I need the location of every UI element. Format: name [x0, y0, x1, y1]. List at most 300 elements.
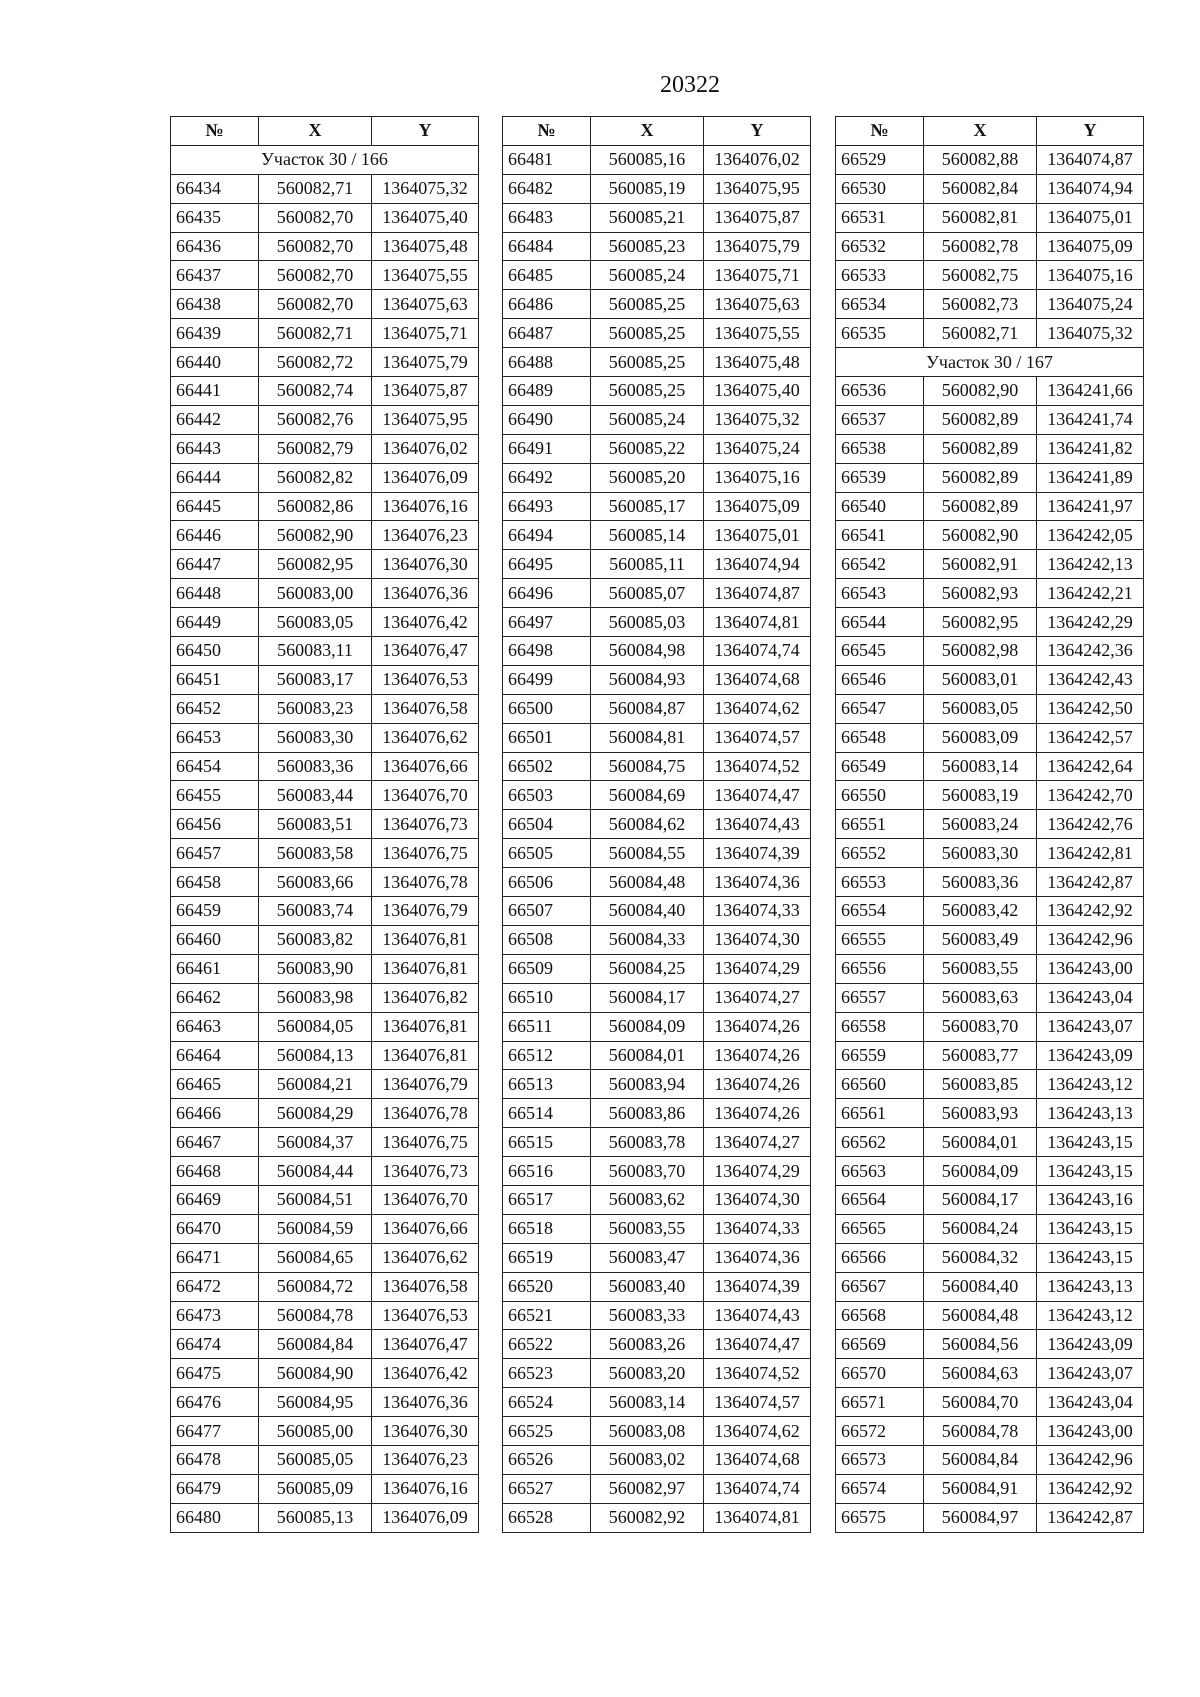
column-header-x: X: [591, 117, 704, 146]
point-number-cell: 66518: [503, 1214, 591, 1243]
table-row: [171, 983, 479, 1012]
y-coordinate-cell: 1364076,66: [372, 752, 479, 781]
y-coordinate-cell: 1364241,66: [1037, 377, 1144, 406]
x-coordinate-cell: 560084,81: [591, 723, 704, 752]
point-number-cell: 66570: [836, 1359, 924, 1388]
table-row: [171, 781, 479, 810]
y-coordinate-cell: 1364074,36: [704, 1243, 811, 1272]
point-number-cell: 66442: [171, 405, 259, 434]
x-coordinate-cell: 560082,89: [924, 492, 1037, 521]
point-number-cell: 66567: [836, 1272, 924, 1301]
point-number-cell: 66492: [503, 463, 591, 492]
y-coordinate-cell: 1364241,97: [1037, 492, 1144, 521]
point-number-cell: 66464: [171, 1041, 259, 1070]
y-coordinate-cell: 1364074,94: [704, 550, 811, 579]
point-number-cell: 66548: [836, 723, 924, 752]
y-coordinate-cell: 1364076,81: [372, 1041, 479, 1070]
table-row: [503, 810, 811, 839]
table-row: [503, 1214, 811, 1243]
point-number-cell: 66572: [836, 1417, 924, 1446]
point-number-cell: 66485: [503, 261, 591, 290]
point-number-cell: 66538: [836, 434, 924, 463]
point-number-cell: 66487: [503, 319, 591, 348]
y-coordinate-cell: 1364074,26: [704, 1070, 811, 1099]
table-row: [836, 1214, 1144, 1243]
y-coordinate-cell: 1364243,15: [1037, 1157, 1144, 1186]
point-number-cell: 66472: [171, 1272, 259, 1301]
point-number-cell: 66499: [503, 665, 591, 694]
y-coordinate-cell: 1364075,79: [704, 232, 811, 261]
table-row: [503, 1012, 811, 1041]
table-row: [171, 1243, 479, 1272]
x-coordinate-cell: 560084,90: [259, 1359, 372, 1388]
x-coordinate-cell: 560084,01: [591, 1041, 704, 1070]
table-row: [836, 521, 1144, 550]
point-number-cell: 66528: [503, 1503, 591, 1532]
y-coordinate-cell: 1364074,81: [704, 608, 811, 637]
x-coordinate-cell: 560083,90: [259, 954, 372, 983]
table-row: [836, 377, 1144, 406]
x-coordinate-cell: 560082,82: [259, 463, 372, 492]
x-coordinate-cell: 560083,47: [591, 1243, 704, 1272]
table-row: [171, 492, 479, 521]
x-coordinate-cell: 560084,78: [924, 1417, 1037, 1446]
table-row: [171, 810, 479, 839]
y-coordinate-cell: 1364243,15: [1037, 1243, 1144, 1272]
x-coordinate-cell: 560082,72: [259, 348, 372, 377]
point-number-cell: 66457: [171, 839, 259, 868]
y-coordinate-cell: 1364074,47: [704, 781, 811, 810]
table-row: [503, 405, 811, 434]
y-coordinate-cell: 1364074,47: [704, 1330, 811, 1359]
x-coordinate-cell: 560085,17: [591, 492, 704, 521]
table-row: [171, 1012, 479, 1041]
y-coordinate-cell: 1364074,33: [704, 1214, 811, 1243]
x-coordinate-cell: 560083,05: [924, 694, 1037, 723]
point-number-cell: 66496: [503, 579, 591, 608]
table-row: [171, 1214, 479, 1243]
point-number-cell: 66559: [836, 1041, 924, 1070]
x-coordinate-cell: 560082,89: [924, 463, 1037, 492]
point-number-cell: 66491: [503, 434, 591, 463]
point-number-cell: 66455: [171, 781, 259, 810]
point-number-cell: 66494: [503, 521, 591, 550]
x-coordinate-cell: 560085,21: [591, 203, 704, 232]
x-coordinate-cell: 560083,55: [591, 1214, 704, 1243]
x-coordinate-cell: 560083,00: [259, 579, 372, 608]
y-coordinate-cell: 1364074,39: [704, 839, 811, 868]
x-coordinate-cell: 560082,70: [259, 203, 372, 232]
table-row: [503, 1330, 811, 1359]
y-coordinate-cell: 1364242,96: [1037, 925, 1144, 954]
y-coordinate-cell: 1364076,75: [372, 1128, 479, 1157]
point-number-cell: 66534: [836, 290, 924, 319]
table-row: [503, 377, 811, 406]
y-coordinate-cell: 1364242,87: [1037, 1503, 1144, 1532]
y-coordinate-cell: 1364241,89: [1037, 463, 1144, 492]
point-number-cell: 66535: [836, 319, 924, 348]
x-coordinate-cell: 560084,17: [591, 983, 704, 1012]
table-row: [171, 637, 479, 666]
table-row: [503, 1041, 811, 1070]
table-row: [171, 1041, 479, 1070]
x-coordinate-cell: 560084,69: [591, 781, 704, 810]
point-number-cell: 66563: [836, 1157, 924, 1186]
table-row: [171, 377, 479, 406]
table-row: [836, 203, 1144, 232]
x-coordinate-cell: 560085,20: [591, 463, 704, 492]
y-coordinate-cell: 1364074,52: [704, 752, 811, 781]
table-row: [503, 1128, 811, 1157]
point-number-cell: 66522: [503, 1330, 591, 1359]
y-coordinate-cell: 1364075,16: [704, 463, 811, 492]
table-row: [503, 261, 811, 290]
point-number-cell: 66502: [503, 752, 591, 781]
y-coordinate-cell: 1364074,68: [704, 665, 811, 694]
y-coordinate-cell: 1364243,07: [1037, 1012, 1144, 1041]
y-coordinate-cell: 1364074,68: [704, 1445, 811, 1474]
y-coordinate-cell: 1364076,62: [372, 1243, 479, 1272]
table-row: [836, 1474, 1144, 1503]
y-coordinate-cell: 1364076,42: [372, 608, 479, 637]
y-coordinate-cell: 1364243,09: [1037, 1330, 1144, 1359]
x-coordinate-cell: 560082,98: [924, 637, 1037, 666]
y-coordinate-cell: 1364074,36: [704, 868, 811, 897]
point-number-cell: 66529: [836, 145, 924, 174]
section-title: Участок 30 / 167: [836, 348, 1144, 377]
x-coordinate-cell: 560083,08: [591, 1417, 704, 1446]
table-row: [836, 232, 1144, 261]
y-coordinate-cell: 1364243,13: [1037, 1099, 1144, 1128]
x-coordinate-cell: 560083,02: [591, 1445, 704, 1474]
table-row: [836, 752, 1144, 781]
point-number-cell: 66515: [503, 1128, 591, 1157]
y-coordinate-cell: 1364075,09: [704, 492, 811, 521]
y-coordinate-cell: 1364076,58: [372, 694, 479, 723]
y-coordinate-cell: 1364074,26: [704, 1012, 811, 1041]
point-number-cell: 66521: [503, 1301, 591, 1330]
table-row: [836, 319, 1144, 348]
x-coordinate-cell: 560082,76: [259, 405, 372, 434]
table-row: [171, 1417, 479, 1446]
point-number-cell: 66547: [836, 694, 924, 723]
point-number-cell: 66510: [503, 983, 591, 1012]
point-number-cell: 66474: [171, 1330, 259, 1359]
x-coordinate-cell: 560084,48: [924, 1301, 1037, 1330]
y-coordinate-cell: 1364076,79: [372, 1070, 479, 1099]
table-row: [836, 925, 1144, 954]
x-coordinate-cell: 560082,70: [259, 290, 372, 319]
point-number-cell: 66523: [503, 1359, 591, 1388]
x-coordinate-cell: 560084,29: [259, 1099, 372, 1128]
table-row: [503, 954, 811, 983]
y-coordinate-cell: 1364076,62: [372, 723, 479, 752]
point-number-cell: 66490: [503, 405, 591, 434]
point-number-cell: 66463: [171, 1012, 259, 1041]
x-coordinate-cell: 560082,90: [259, 521, 372, 550]
x-coordinate-cell: 560085,00: [259, 1417, 372, 1446]
point-number-cell: 66445: [171, 492, 259, 521]
y-coordinate-cell: 1364075,32: [372, 174, 479, 203]
point-number-cell: 66541: [836, 521, 924, 550]
point-number-cell: 66448: [171, 579, 259, 608]
x-coordinate-cell: 560082,75: [924, 261, 1037, 290]
table-row: [503, 290, 811, 319]
table-row: [836, 1417, 1144, 1446]
x-coordinate-cell: 560085,23: [591, 232, 704, 261]
table-row: [171, 290, 479, 319]
table-row: [171, 434, 479, 463]
y-coordinate-cell: 1364075,87: [372, 377, 479, 406]
y-coordinate-cell: 1364076,16: [372, 492, 479, 521]
table-row: [503, 694, 811, 723]
point-number-cell: 66465: [171, 1070, 259, 1099]
y-coordinate-cell: 1364074,87: [1037, 145, 1144, 174]
table-row: [836, 665, 1144, 694]
point-number-cell: 66441: [171, 377, 259, 406]
point-number-cell: 66440: [171, 348, 259, 377]
table-row: [836, 174, 1144, 203]
y-coordinate-cell: 1364243,04: [1037, 983, 1144, 1012]
y-coordinate-cell: 1364076,70: [372, 1185, 479, 1214]
x-coordinate-cell: 560082,70: [259, 232, 372, 261]
point-number-cell: 66526: [503, 1445, 591, 1474]
point-number-cell: 66481: [503, 145, 591, 174]
x-coordinate-cell: 560084,09: [591, 1012, 704, 1041]
table-row: [836, 1157, 1144, 1186]
x-coordinate-cell: 560083,14: [924, 752, 1037, 781]
table-row: [836, 290, 1144, 319]
table-row: [836, 1185, 1144, 1214]
x-coordinate-cell: 560083,77: [924, 1041, 1037, 1070]
point-number-cell: 66540: [836, 492, 924, 521]
y-coordinate-cell: 1364076,16: [372, 1474, 479, 1503]
x-coordinate-cell: 560083,17: [259, 665, 372, 694]
y-coordinate-cell: 1364242,70: [1037, 781, 1144, 810]
y-coordinate-cell: 1364074,39: [704, 1272, 811, 1301]
point-number-cell: 66478: [171, 1445, 259, 1474]
point-number-cell: 66477: [171, 1417, 259, 1446]
table-row: [503, 145, 811, 174]
point-number-cell: 66439: [171, 319, 259, 348]
table-row: [503, 1272, 811, 1301]
y-coordinate-cell: 1364075,95: [372, 405, 479, 434]
table-row: [836, 1128, 1144, 1157]
point-number-cell: 66436: [171, 232, 259, 261]
table-row: [171, 521, 479, 550]
table-row: [171, 550, 479, 579]
x-coordinate-cell: 560084,55: [591, 839, 704, 868]
point-number-cell: 66545: [836, 637, 924, 666]
x-coordinate-cell: 560082,95: [924, 608, 1037, 637]
table-row: [503, 752, 811, 781]
y-coordinate-cell: 1364075,32: [704, 405, 811, 434]
table-row: [171, 752, 479, 781]
x-coordinate-cell: 560083,01: [924, 665, 1037, 694]
table-row: [503, 1474, 811, 1503]
x-coordinate-cell: 560084,56: [924, 1330, 1037, 1359]
y-coordinate-cell: 1364076,78: [372, 1099, 479, 1128]
x-coordinate-cell: 560085,24: [591, 405, 704, 434]
point-number-cell: 66479: [171, 1474, 259, 1503]
table-row: [171, 1503, 479, 1532]
y-coordinate-cell: 1364076,02: [372, 434, 479, 463]
point-number-cell: 66558: [836, 1012, 924, 1041]
x-coordinate-cell: 560085,07: [591, 579, 704, 608]
point-number-cell: 66451: [171, 665, 259, 694]
point-number-cell: 66531: [836, 203, 924, 232]
point-number-cell: 66546: [836, 665, 924, 694]
y-coordinate-cell: 1364074,57: [704, 1388, 811, 1417]
y-coordinate-cell: 1364242,05: [1037, 521, 1144, 550]
x-coordinate-cell: 560085,13: [259, 1503, 372, 1532]
point-number-cell: 66470: [171, 1214, 259, 1243]
table-row: [503, 608, 811, 637]
table-row: [836, 1041, 1144, 1070]
x-coordinate-cell: 560082,71: [259, 319, 372, 348]
column-header-number: №: [503, 117, 591, 146]
point-number-cell: 66476: [171, 1388, 259, 1417]
y-coordinate-cell: 1364075,87: [704, 203, 811, 232]
y-coordinate-cell: 1364074,33: [704, 897, 811, 926]
table-row: [503, 868, 811, 897]
x-coordinate-cell: 560083,70: [591, 1157, 704, 1186]
point-number-cell: 66468: [171, 1157, 259, 1186]
column-header-number: №: [171, 117, 259, 146]
point-number-cell: 66560: [836, 1070, 924, 1099]
x-coordinate-cell: 560083,23: [259, 694, 372, 723]
y-coordinate-cell: 1364243,07: [1037, 1359, 1144, 1388]
y-coordinate-cell: 1364242,21: [1037, 579, 1144, 608]
point-number-cell: 66573: [836, 1445, 924, 1474]
point-number-cell: 66513: [503, 1070, 591, 1099]
column-header-x: X: [924, 117, 1037, 146]
point-number-cell: 66483: [503, 203, 591, 232]
point-number-cell: 66549: [836, 752, 924, 781]
coordinates-table-2: [502, 116, 811, 1533]
table-row: [836, 1243, 1144, 1272]
y-coordinate-cell: 1364075,01: [1037, 203, 1144, 232]
y-coordinate-cell: 1364076,02: [704, 145, 811, 174]
point-number-cell: 66498: [503, 637, 591, 666]
column-header-number: №: [836, 117, 924, 146]
y-coordinate-cell: 1364075,24: [704, 434, 811, 463]
point-number-cell: 66473: [171, 1301, 259, 1330]
y-coordinate-cell: 1364242,64: [1037, 752, 1144, 781]
table-header-row: [171, 117, 479, 146]
point-number-cell: 66532: [836, 232, 924, 261]
table-header-row: [503, 117, 811, 146]
x-coordinate-cell: 560084,95: [259, 1388, 372, 1417]
x-coordinate-cell: 560082,90: [924, 521, 1037, 550]
table-row: [171, 1359, 479, 1388]
x-coordinate-cell: 560084,97: [924, 1503, 1037, 1532]
table-row: [503, 839, 811, 868]
x-coordinate-cell: 560083,66: [259, 868, 372, 897]
x-coordinate-cell: 560082,79: [259, 434, 372, 463]
y-coordinate-cell: 1364076,09: [372, 463, 479, 492]
y-coordinate-cell: 1364242,92: [1037, 897, 1144, 926]
point-number-cell: 66561: [836, 1099, 924, 1128]
table-row: [171, 694, 479, 723]
x-coordinate-cell: 560083,26: [591, 1330, 704, 1359]
table-row: [171, 319, 479, 348]
point-number-cell: 66517: [503, 1185, 591, 1214]
x-coordinate-cell: 560083,94: [591, 1070, 704, 1099]
x-coordinate-cell: 560083,42: [924, 897, 1037, 926]
y-coordinate-cell: 1364243,00: [1037, 954, 1144, 983]
x-coordinate-cell: 560083,05: [259, 608, 372, 637]
point-number-cell: 66454: [171, 752, 259, 781]
y-coordinate-cell: 1364075,63: [704, 290, 811, 319]
x-coordinate-cell: 560082,81: [924, 203, 1037, 232]
section-row: [171, 145, 479, 174]
y-coordinate-cell: 1364076,47: [372, 1330, 479, 1359]
y-coordinate-cell: 1364076,81: [372, 925, 479, 954]
point-number-cell: 66556: [836, 954, 924, 983]
point-number-cell: 66571: [836, 1388, 924, 1417]
table-row: [171, 723, 479, 752]
table-row: [503, 1359, 811, 1388]
x-coordinate-cell: 560084,05: [259, 1012, 372, 1041]
point-number-cell: 66536: [836, 377, 924, 406]
point-number-cell: 66574: [836, 1474, 924, 1503]
point-number-cell: 66504: [503, 810, 591, 839]
y-coordinate-cell: 1364075,16: [1037, 261, 1144, 290]
point-number-cell: 66469: [171, 1185, 259, 1214]
table-row: [836, 637, 1144, 666]
table-row: [171, 203, 479, 232]
y-coordinate-cell: 1364076,36: [372, 579, 479, 608]
x-coordinate-cell: 560085,25: [591, 319, 704, 348]
table-row: [836, 781, 1144, 810]
table-row: [171, 1330, 479, 1359]
point-number-cell: 66493: [503, 492, 591, 521]
x-coordinate-cell: 560083,98: [259, 983, 372, 1012]
point-number-cell: 66461: [171, 954, 259, 983]
x-coordinate-cell: 560083,62: [591, 1185, 704, 1214]
table-row: [503, 434, 811, 463]
table-row: [503, 1445, 811, 1474]
point-number-cell: 66555: [836, 925, 924, 954]
table-row: [503, 1070, 811, 1099]
point-number-cell: 66551: [836, 810, 924, 839]
point-number-cell: 66566: [836, 1243, 924, 1272]
point-number-cell: 66460: [171, 925, 259, 954]
coordinates-table-3: [835, 116, 1144, 1533]
table-row: [503, 665, 811, 694]
point-number-cell: 66527: [503, 1474, 591, 1503]
table-row: [503, 492, 811, 521]
x-coordinate-cell: 560082,90: [924, 377, 1037, 406]
point-number-cell: 66453: [171, 723, 259, 752]
y-coordinate-cell: 1364076,79: [372, 897, 479, 926]
point-number-cell: 66480: [171, 1503, 259, 1532]
x-coordinate-cell: 560083,36: [924, 868, 1037, 897]
y-coordinate-cell: 1364076,58: [372, 1272, 479, 1301]
y-coordinate-cell: 1364074,74: [704, 1474, 811, 1503]
table-row: [836, 1272, 1144, 1301]
x-coordinate-cell: 560082,84: [924, 174, 1037, 203]
y-coordinate-cell: 1364243,04: [1037, 1388, 1144, 1417]
x-coordinate-cell: 560083,86: [591, 1099, 704, 1128]
y-coordinate-cell: 1364074,57: [704, 723, 811, 752]
x-coordinate-cell: 560082,89: [924, 434, 1037, 463]
y-coordinate-cell: 1364074,81: [704, 1503, 811, 1532]
table-row: [503, 319, 811, 348]
table-row: [836, 897, 1144, 926]
y-coordinate-cell: 1364074,43: [704, 810, 811, 839]
